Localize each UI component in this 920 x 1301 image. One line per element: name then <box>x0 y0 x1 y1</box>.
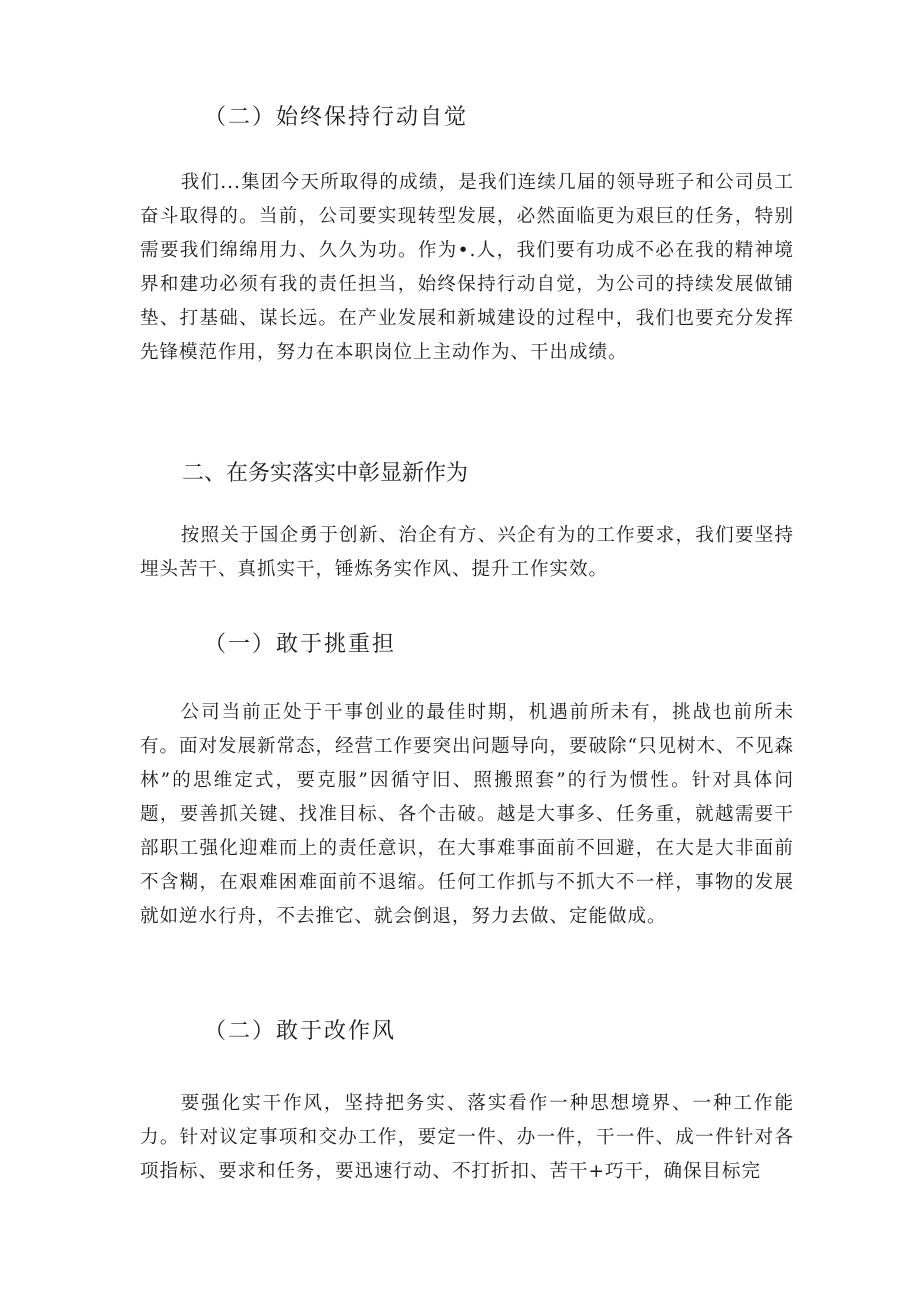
section-heading-2-2: （二）敢于改作风 <box>204 1019 397 1044</box>
paragraph-2-1: 公司当前正处于干事创业的最佳时期，机遇前所未有，挑战也前所未有。面对发展新常态，经营工作要突出问题导向，要破除“只见树木、不见森林”的思维定式，要克服”因循守旧、照搬照套”的行为惯性。针对具体问题，要善抓关键、找准目标、各个击破。越是大事多、任务重，就越需要干部职工强化迎难而上的责任意识，在大事难事面前不回避，在大是大非面前不含糊，在艰难困难面前不退缩。任何工作抓与不抓大不一样，事物的发展就如逆水行舟，不去推它、就会倒退，努力去做、定能做成。 <box>140 702 794 927</box>
section-heading-2: 二、在务实落实中彰显新作为 <box>182 461 469 486</box>
paragraph-2: 按照关于国企勇于创新、治企有方、兴企有为的工作要求，我们要坚持埋头苦干、真抓实干，锤炼务实作风、提升工作实效。 <box>140 525 794 580</box>
paragraph-1-2: 我们...集团今天所取得的成绩，是我们连续几届的领导班子和公司员工奋斗取得的。当前，公司要实现转型发展，必然面临更为艰巨的任务，特别需要我们绵绵用力、久久为功。作为•.人，我们要有功成不必在我的精神境界和建功必须有我的责任担当，始终保持行动自觉，为公司的持续发展做铺垫、打基础、谋长远。在产业发展和新城建设的过程中，我们也要充分发挥先锋模范作用，努力在本职岗位上主动作为、干出成绩。 <box>140 172 794 363</box>
section-heading-2-1: （一）敢于挑重担 <box>204 632 397 657</box>
paragraph-2-2: 要强化实干作风，坚持把务实、落实看作一种思想境界、一种工作能力。针对议定事项和交办工作，要定一件、办一件，干一件、成一件针对各项指标、要求和任务，要迅速行动、不打折扣、苦干+巧干，确保目标完 <box>140 1093 794 1182</box>
section-heading-1-2: （二）始终保持行动自觉 <box>204 105 469 130</box>
